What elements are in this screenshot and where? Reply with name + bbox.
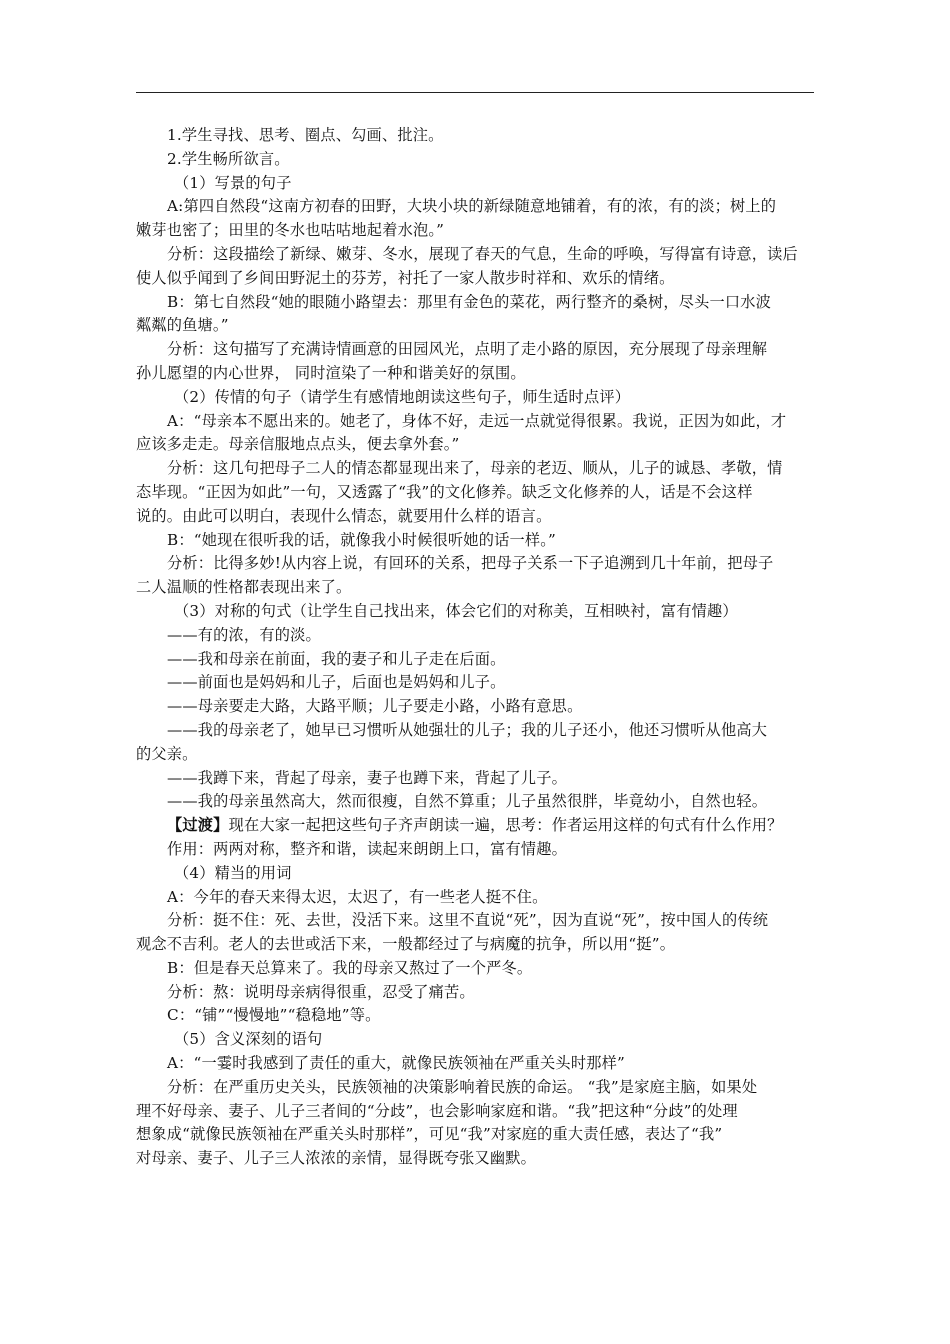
line-text: A：今年的春天来得太迟，太迟了，有一些老人挺不住。 bbox=[167, 887, 548, 906]
text-line bbox=[136, 767, 814, 791]
line-text: 1.学生寻找、思考、圈点、勾画、批注。 bbox=[167, 126, 444, 144]
text-line bbox=[136, 338, 814, 362]
text-line bbox=[136, 814, 814, 838]
line-text: A：“一霎时我感到了责任的重大，就像民族领袖在严重关头时那样” bbox=[167, 1054, 625, 1073]
text-line bbox=[136, 433, 814, 457]
text-line bbox=[136, 457, 814, 481]
line-text: ——我蹲下来，背起了母亲，妻子也蹲下来，背起了儿子。 bbox=[167, 768, 568, 787]
text-line bbox=[136, 505, 814, 529]
line-text: ——前面也是妈妈和儿子，后面也是妈妈和儿子。 bbox=[167, 673, 506, 692]
line-text: ——母亲要走大路，大路平顺；儿子要走小路，小路有意思。 bbox=[167, 697, 583, 716]
line-text: B：第七自然段“她的眼随小路望去：那里有金色的菜花，两行整齐的桑树，尽头一口水波 bbox=[167, 292, 772, 311]
text-line bbox=[136, 124, 814, 148]
text-line bbox=[136, 1100, 814, 1124]
text-line bbox=[136, 529, 814, 553]
transition-label: 【过渡】 bbox=[167, 816, 229, 835]
text-line bbox=[136, 1076, 814, 1100]
text-line bbox=[136, 933, 814, 957]
line-text: ——我的母亲老了，她早已习惯听从她强壮的儿子；我的儿子还小，他还习惯听从他高大 bbox=[167, 720, 768, 739]
line-text: （3）对称的句式（让学生自己找出来，体会它们的对称美，互相映衬，富有情趣） bbox=[174, 601, 738, 620]
line-text: 分析：这几句把母子二人的情态都显现出来了，母亲的老迈、顺从，儿子的诚恳、孝敬，情 bbox=[167, 459, 783, 478]
line-text: 分析：这段描绘了新绿、嫩芽、冬水，展现了春天的气息，生命的呼唤，写得富有诗意，读后 bbox=[167, 244, 798, 263]
text-line bbox=[136, 410, 814, 434]
text-line bbox=[136, 886, 814, 910]
text-line bbox=[136, 1123, 814, 1147]
line-text: 态毕现。“正因为如此”一句，又透露了“我”的文化修养。缺乏文化修养的人，话是不会这样 bbox=[136, 482, 753, 501]
text-line bbox=[136, 362, 814, 386]
text-line bbox=[136, 172, 814, 196]
text-line bbox=[136, 243, 814, 267]
document-body bbox=[136, 124, 814, 1171]
text-line bbox=[136, 481, 814, 505]
text-line bbox=[136, 576, 814, 600]
text-line bbox=[136, 314, 814, 338]
text-line bbox=[136, 600, 814, 624]
text-line bbox=[136, 148, 814, 172]
line-text: 二人温顺的性格都表现出来了。 bbox=[136, 578, 352, 597]
text-line bbox=[136, 648, 814, 672]
text-line bbox=[136, 838, 814, 862]
text-line bbox=[136, 1028, 814, 1052]
line-text: 的父亲。 bbox=[136, 744, 198, 763]
line-text: 应该多走走。母亲信服地点点头，便去拿外套。” bbox=[136, 435, 460, 454]
line-text: B：“她现在很听我的话，就像我小时候很听她的话一样。” bbox=[167, 530, 556, 549]
text-line bbox=[136, 719, 814, 743]
text-line bbox=[136, 743, 814, 767]
line-text: 分析：这句描写了充满诗情画意的田园风光，点明了走小路的原因，充分展现了母亲理解 bbox=[167, 340, 768, 359]
text-line bbox=[136, 671, 814, 695]
line-text: 使人似乎闻到了乡间田野泥土的芬芳，衬托了一家人散步时祥和、欢乐的情绪。 bbox=[136, 268, 675, 287]
line-text: 观念不吉利。老人的去世或活下来，一般都经过了与病魔的抗争，所以用“挺”。 bbox=[136, 935, 676, 954]
text-line bbox=[136, 1147, 814, 1171]
line-text: 分析：熬：说明母亲病得很重，忍受了痛苦。 bbox=[167, 982, 475, 1001]
line-text: A:第四自然段“这南方初春的田野，大块小块的新绿随意地铺着，有的浓，有的淡；树上的 bbox=[167, 197, 777, 216]
text-line bbox=[136, 957, 814, 981]
text-line bbox=[136, 695, 814, 719]
text-line bbox=[136, 862, 814, 886]
text-line bbox=[136, 790, 814, 814]
line-text: 现在大家一起把这些句子齐声朗读一遍，思考：作者运用这样的句式有什么作用？ bbox=[228, 816, 783, 835]
text-line bbox=[136, 195, 814, 219]
line-text: A：“母亲本不愿出来的。她老了，身体不好，走远一点就觉得很累。我说，正因为如此，才 bbox=[167, 411, 787, 430]
text-line bbox=[136, 981, 814, 1005]
text-line bbox=[136, 386, 814, 410]
line-text: （4）精当的用词 bbox=[174, 863, 292, 882]
line-text: 说的。由此可以明白，表现什么情态，就要用什么样的语言。 bbox=[136, 506, 552, 525]
line-text: 分析：在严重历史关头，民族领袖的决策影响着民族的命运。 “我”是家庭主脑，如果处 bbox=[167, 1077, 758, 1096]
line-text: 对母亲、妻子、儿子三人浓浓的亲情，显得既夸张又幽默。 bbox=[136, 1149, 537, 1168]
line-text: ——我的母亲虽然高大，然而很瘦，自然不算重；儿子虽然很胖，毕竟幼小，自然也轻。 bbox=[167, 792, 768, 811]
text-line bbox=[136, 552, 814, 576]
text-line bbox=[136, 219, 814, 243]
text-line bbox=[136, 624, 814, 648]
text-line bbox=[136, 267, 814, 291]
line-text: 孙儿愿望的内心世界， 同时渲染了一种和谐美好的氛围。 bbox=[136, 363, 526, 382]
text-line bbox=[136, 291, 814, 315]
line-text: 2.学生畅所欲言。 bbox=[167, 149, 290, 168]
text-line bbox=[136, 1052, 814, 1076]
line-text: （5）含义深刻的语句 bbox=[174, 1030, 323, 1049]
line-text: （1）写景的句子 bbox=[174, 173, 292, 192]
line-text: B：但是春天总算来了。我的母亲又熬过了一个严冬。 bbox=[167, 958, 533, 977]
line-text: ——我和母亲在前面，我的妻子和儿子走在后面。 bbox=[167, 649, 506, 668]
text-line bbox=[136, 909, 814, 933]
line-text: 粼粼的鱼塘。” bbox=[136, 316, 229, 335]
line-text: ——有的浓，有的淡。 bbox=[167, 625, 321, 644]
line-text: 分析：比得多妙!从内容上说，有回环的关系，把母子关系一下子追溯到几十年前，把母子 bbox=[167, 554, 774, 573]
line-text: 分析：挺不住：死、去世，没活下来。这里不直说“死”，因为直说“死”，按中国人的传统 bbox=[167, 911, 769, 930]
line-text: 作用：两两对称，整齐和谐，读起来朗朗上口，富有情趣。 bbox=[167, 839, 568, 858]
header-rule bbox=[136, 92, 814, 93]
text-line bbox=[136, 1004, 814, 1028]
line-text: 理不好母亲、妻子、儿子三者间的“分歧”，也会影响家庭和谐。“我”把这种“分歧”的处理 bbox=[136, 1101, 738, 1120]
line-text: 嫩芽也密了；田里的冬水也咕咕地起着水泡。” bbox=[136, 221, 445, 240]
line-text: C：“铺”“慢慢地”“稳稳地”等。 bbox=[167, 1006, 381, 1025]
line-text: （2）传情的句子（请学生有感情地朗读这些句子，师生适时点评） bbox=[174, 387, 631, 406]
line-text: 想象成“就像民族领袖在严重关头时那样”，可见“我”对家庭的重大责任感，表达了“我” bbox=[136, 1125, 723, 1144]
